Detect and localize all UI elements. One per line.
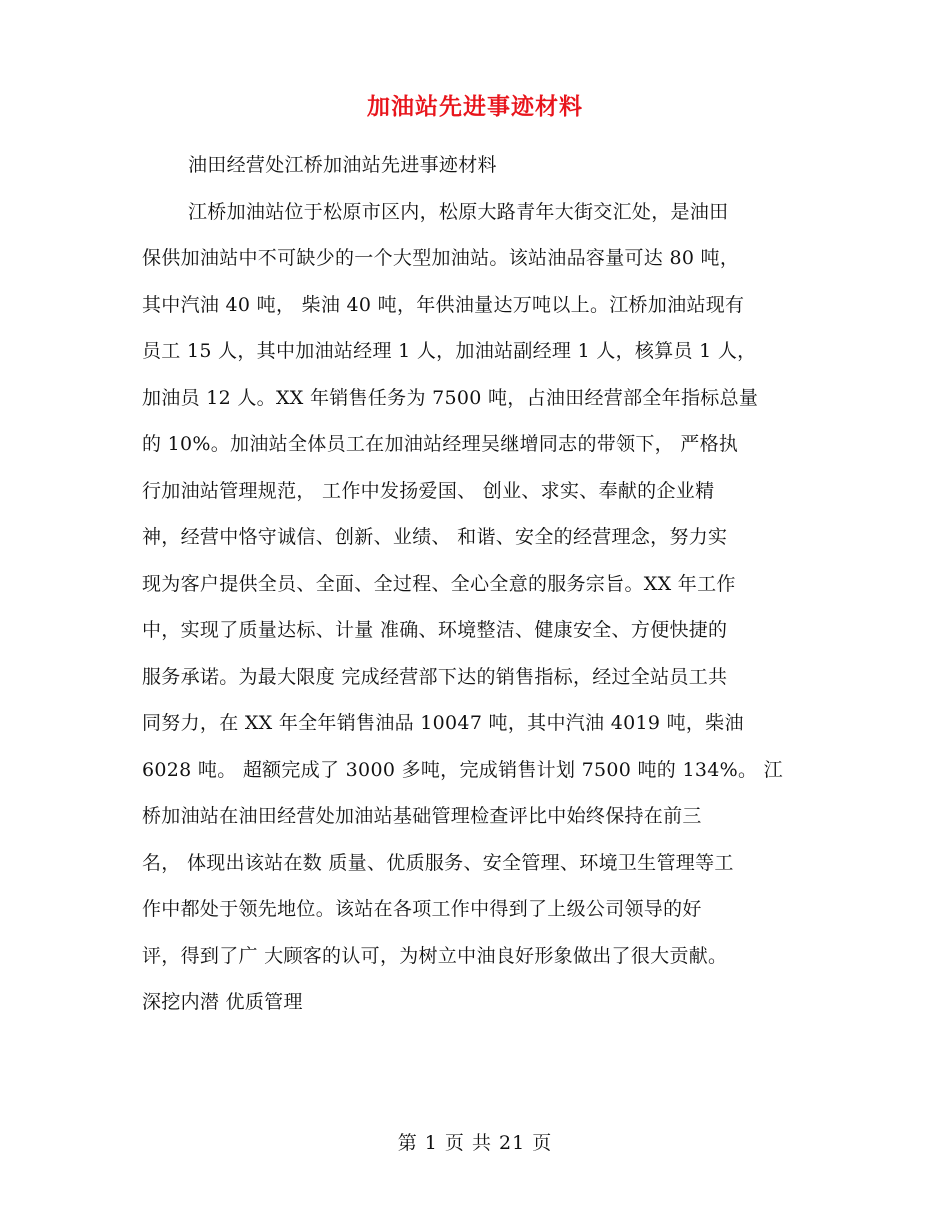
text-line: 同努力，在 XX 年全年销售油品 10047 吨，其中汽油 4019 吨，柴油 (142, 712, 744, 734)
text-line: 服务承诺。为最大限度 完成经营部下达的销售指标，经过全站员工共 (142, 665, 728, 688)
text-line: 神，经营中恪守诚信、创新、业绩、 和谐、安全的经营理念，努力实 (142, 526, 728, 548)
text-line: 员工 15 人，其中加油站经理 1 人，加油站副经理 1 人，核算员 1 人， (142, 340, 757, 362)
text-line: 江桥加油站位于松原市区内，松原大路青年大街交汇处，是油田 (188, 200, 729, 223)
text-line: 中，实现了质量达标、计量 准确、环境整洁、健康安全、方便快捷的 (142, 619, 728, 641)
document-body (142, 142, 812, 1026)
text-line: 其中汽油 40 吨， 柴油 40 吨，年供油量达万吨以上。江桥加油站现有 (142, 293, 745, 316)
text-line: 桥加油站在油田经营处加油站基础管理检查评比中始终保持在前三 (142, 805, 702, 827)
text-line: 名， 体现出该站在数 质量、优质服务、安全管理、环境卫生管理等工 (142, 851, 734, 874)
text-line: 加油员 12 人。XX 年销售任务为 7500 吨，占油田经营部全年指标总量 (142, 386, 759, 409)
text-line: 现为客户提供全员、全面、全过程、全心全意的服务宗旨。XX 年工作 (142, 572, 736, 595)
text-line: 的 10%。加油站全体员工在加油站经理吴继增同志的带领下， 严格执 (142, 433, 739, 455)
text-line: 保供加油站中不可缺少的一个大型加油站。该站油品容量可达 80 吨， (142, 247, 740, 269)
text-line: 6028 吨。 超额完成了 3000 多吨，完成销售计划 7500 吨的 134%。 江 (142, 758, 783, 781)
text-line: 评，得到了广 大顾客的认可，为树立中油良好形象做出了很大贡献。 (142, 944, 728, 967)
paragraph-subtitle: 油田经营处江桥加油站先进事迹材料 (188, 154, 497, 176)
page-footer: 第 1 页 共 21 页 (397, 1132, 553, 1154)
document-title: 加油站先进事迹材料 (367, 93, 583, 120)
text-line: 行加油站管理规范， 工作中发扬爱国、 创业、求实、奉献的企业精 (142, 479, 715, 502)
text-line: 作中都处于领先地位。该站在各项工作中得到了上级公司领导的好 (142, 898, 702, 920)
section-heading: 深挖内潜 优质管理 (142, 991, 303, 1013)
